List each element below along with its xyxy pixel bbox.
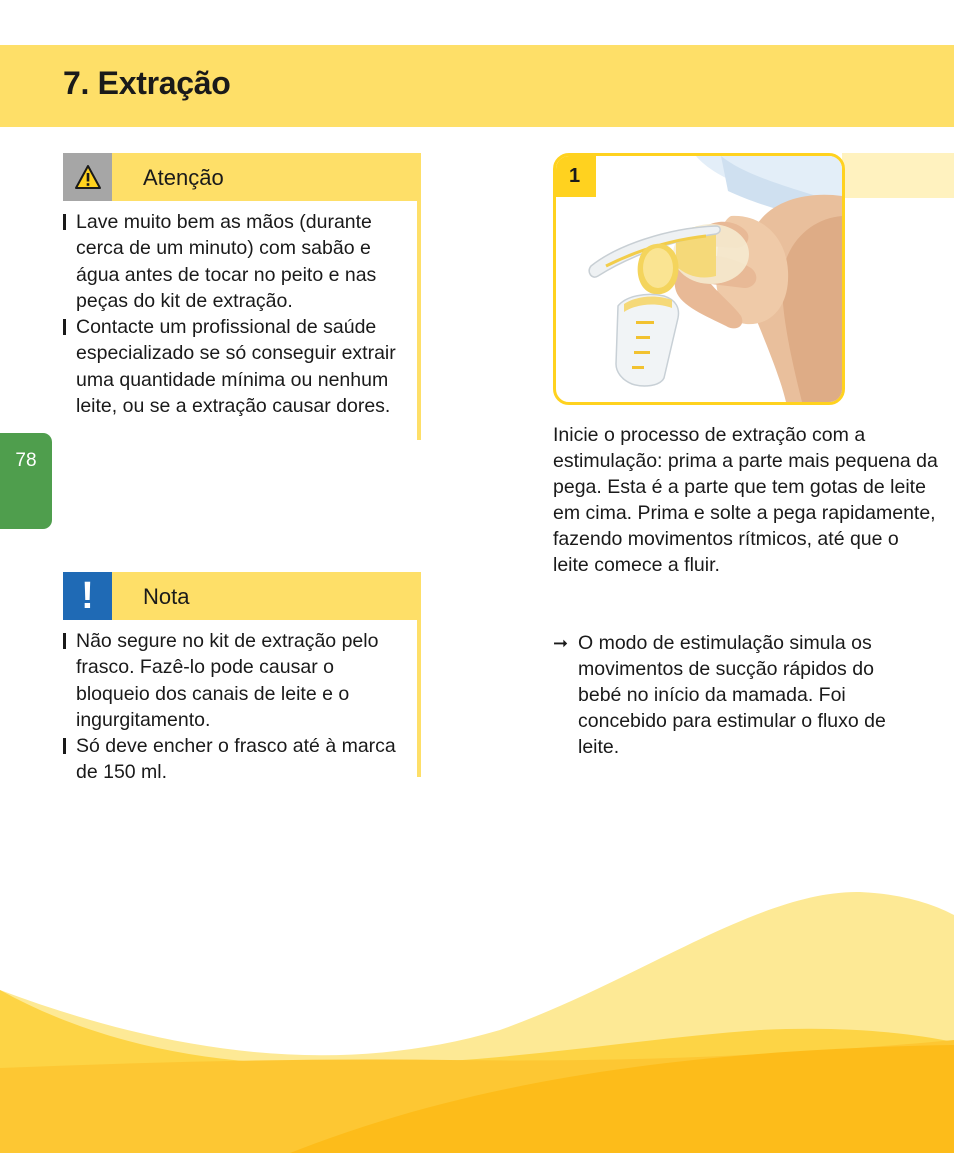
attention-box-header bbox=[63, 153, 420, 201]
note-title: Nota bbox=[143, 584, 190, 609]
list-item bbox=[63, 628, 413, 733]
arrow-right-icon: ➞ bbox=[553, 633, 569, 653]
page-number-tab bbox=[0, 433, 52, 529]
step-illustration bbox=[553, 153, 845, 405]
list-item bbox=[63, 733, 413, 786]
note-item-text: Não segure no kit de extração pelo frasco. Fazê-lo pode causar o bloqueio dos canais de leite e o ingurgitamento. bbox=[76, 630, 379, 731]
decorative-wave-footer bbox=[0, 880, 954, 1153]
note-box-rule bbox=[417, 572, 421, 777]
breast-pump-illustration bbox=[556, 156, 842, 402]
list-item bbox=[63, 314, 413, 419]
bullet-mark bbox=[63, 738, 66, 754]
attention-box-rule bbox=[417, 153, 421, 440]
page-title: 7. Extração bbox=[63, 65, 231, 101]
step-arrow-note bbox=[553, 630, 913, 760]
bullet-mark bbox=[63, 633, 66, 649]
attention-title: Atenção bbox=[143, 165, 224, 190]
exclamation-icon: ! bbox=[63, 572, 112, 620]
list-item bbox=[63, 209, 413, 314]
note-list bbox=[63, 628, 413, 786]
step-number: 1 bbox=[569, 165, 581, 187]
attention-item-text: Contacte um profissional de saúde especializado se só conseguir extrair uma quantidade mínima ou nenhum leite, ou se a extração causar dores. bbox=[76, 316, 396, 418]
page-number: 78 bbox=[15, 450, 37, 471]
attention-item-text: Lave muito bem as mãos (durante cerca de um minuto) com sabão e água antes de tocar no peito e nas peças do kit de extração. bbox=[76, 211, 377, 312]
figure-side-strip bbox=[842, 153, 954, 198]
bullet-mark bbox=[63, 319, 66, 335]
step-arrow-note-text: O modo de estimulação simula os movimentos de sucção rápidos do bebé no início da mamada. Foi concebido para estimular o fluxo de leite. bbox=[578, 632, 886, 758]
step-number-badge bbox=[556, 156, 596, 197]
attention-list bbox=[63, 209, 413, 419]
note-box-header bbox=[63, 572, 420, 620]
warning-triangle-icon bbox=[63, 153, 112, 201]
step-instructions: Inicie o processo de extração com a estimulação: prima a parte mais pequena da pega. Esta é a parte que tem gotas de leite em cima. Prima e solte a pega rapidamente, fazendo movimentos rítmicos, até que o leite comece a fluir. bbox=[553, 424, 938, 576]
note-item-text: Só deve encher o frasco até à marca de 150 ml. bbox=[76, 735, 396, 784]
bullet-mark bbox=[63, 214, 66, 230]
